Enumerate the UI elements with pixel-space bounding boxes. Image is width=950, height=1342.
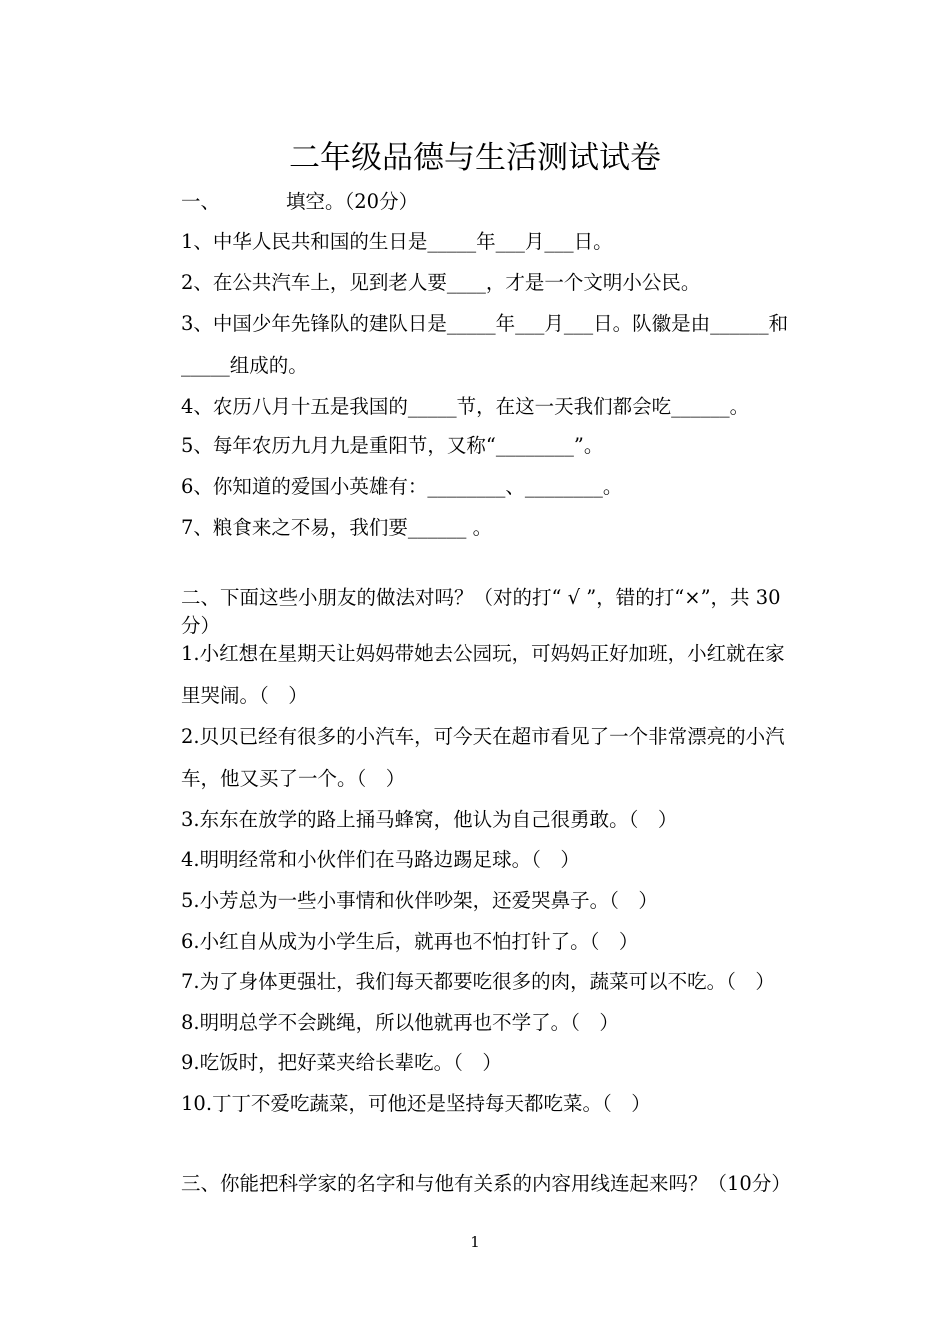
section1-item: 6、你知道的爱国小英雄有：________、________。 [181,475,623,498]
section2-item: 3.东东在放学的路上捅马蜂窝，他认为自己很勇敢。（ ） [181,808,678,831]
section1-item: 7、粮食来之不易，我们要______ 。 [181,516,493,539]
section1-heading [181,188,861,216]
section1-number: 一、 [181,190,221,213]
section2-item: 9.吃饭时，把好菜夹给长辈吃。（ ） [181,1051,502,1074]
section1-item: 5、每年农历九月九是重阳节，又称“________”。 [181,434,604,457]
section1-item: 1、中华人民共和国的生日是_____年___月___日。 [181,230,613,253]
section2-heading-line2: 分） [181,614,221,637]
section2-heading-line1: 二、下面这些小朋友的做法对吗？（对的打“ √ ”，错的打“×”，共 30 [181,586,781,609]
section2-item: 6.小红自从成为小学生后，就再也不怕打针了。（ ） [181,930,639,953]
section2-item-continued: 里哭闹。（ ） [181,684,308,707]
section2-item-continued: 车，他又买了一个。（ ） [181,767,406,790]
section1-item: 3、中国少年先锋队的建队日是_____年___月___日。队徽是由______和 [181,312,789,335]
section2-item: 8.明明总学不会跳绳，所以他就再也不学了。（ ） [181,1011,619,1034]
section2-item: 4.明明经常和小伙伴们在马路边踢足球。（ ） [181,848,580,871]
section1-item: 4、农历八月十五是我国的_____节，在这一天我们都会吃______。 [181,395,750,418]
section1-heading-text: 填空。（20分） [286,190,419,213]
section2-item: 10.丁丁不爱吃蔬菜，可他还是坚持每天都吃菜。（ ） [181,1092,651,1115]
section3-heading: 三、你能把科学家的名字和与他有关系的内容用线连起来吗？（10分） [181,1172,791,1195]
section1-item-continued: _____组成的。 [181,354,308,377]
section1-item: 2、在公共汽车上，见到老人要____，才是一个文明小公民。 [181,271,701,294]
document-title: 二年级品德与生活测试试卷 [289,140,661,176]
section2-item: 2.贝贝已经有很多的小汽车，可今天在超市看见了一个非常漂亮的小汽 [181,725,785,748]
section2-item: 1.小红想在星期天让妈妈带她去公园玩，可妈妈正好加班，小红就在家 [181,642,785,665]
page-number: 1 [470,1233,480,1251]
section2-item: 7.为了身体更强壮，我们每天都要吃很多的肉，蔬菜可以不吃。（ ） [181,970,775,993]
section2-item: 5.小芳总为一些小事情和伙伴吵架，还爱哭鼻子。（ ） [181,889,658,912]
